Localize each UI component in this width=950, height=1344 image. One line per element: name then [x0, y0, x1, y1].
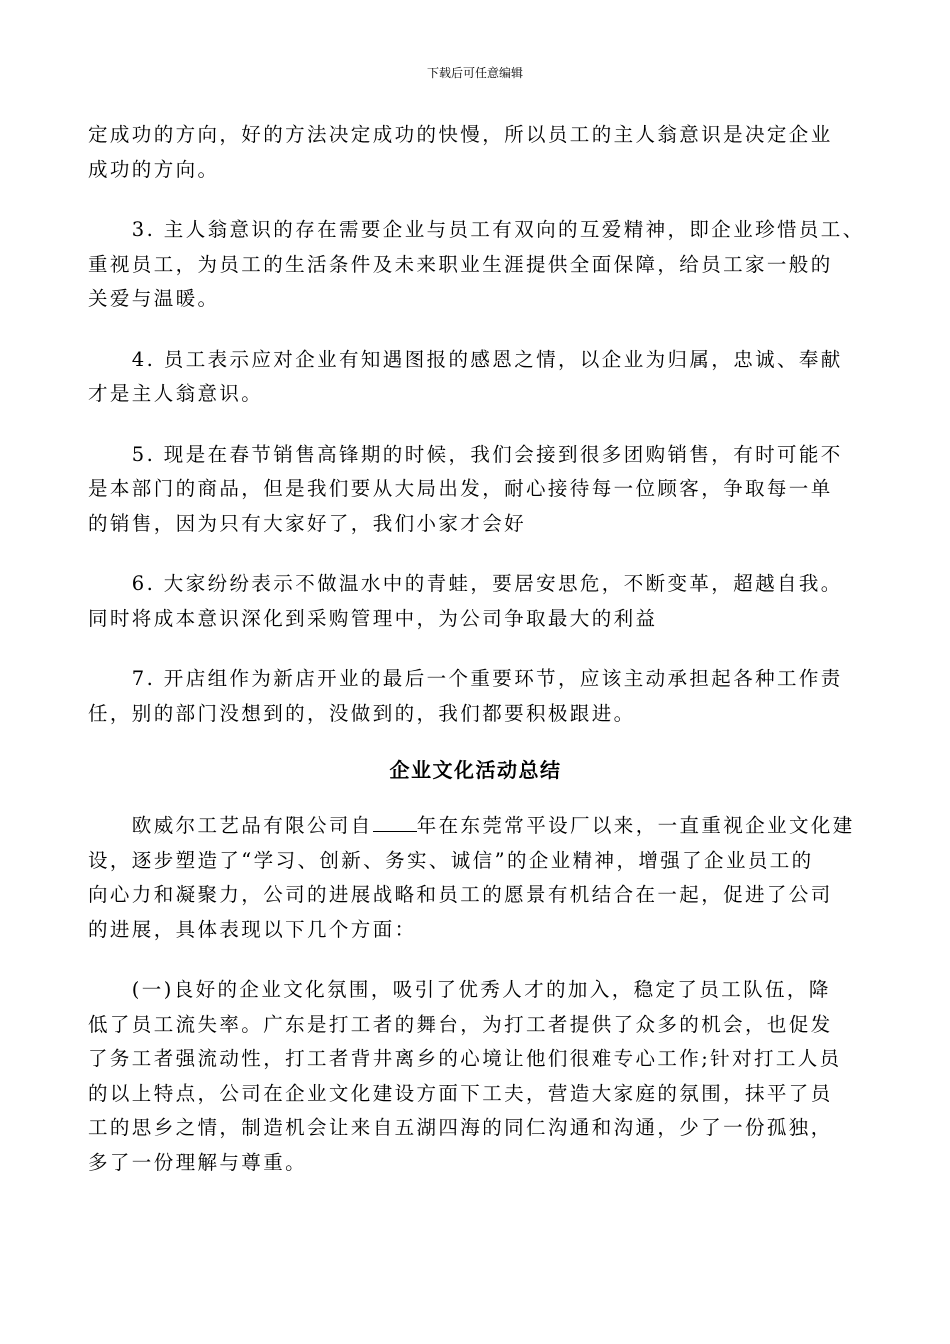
text-line: 低了员工流失率。广东是打工者的舞台，为打工者提供了众多的机会，也促发	[88, 1012, 833, 1036]
paragraph-item-4	[88, 343, 863, 412]
paragraph-item-7	[88, 662, 863, 731]
text-line: 的进展，具体表现以下几个方面：	[88, 917, 417, 941]
text-line: 4. 员工表示应对企业有知遇图报的感恩之情，以企业为归属，忠诚、奉献	[88, 347, 843, 371]
page-header-note: 下载后可任意编辑	[426, 66, 523, 80]
paragraph-item-6	[88, 567, 863, 636]
text-line: 同时将成本意识深化到采购管理中，为公司争取最大的利益	[88, 606, 658, 630]
paragraph-intro	[88, 809, 863, 947]
text-line: 定成功的方向，好的方法决定成功的快慢，所以员工的主人翁意识是决定企业	[88, 123, 833, 146]
text-line: 关爱与温暖。	[88, 287, 220, 310]
text-line: 了务工者强流动性，打工者背井离乡的心境让他们很难专心工作;针对打工人员	[88, 1047, 842, 1070]
text-line: 重视员工，为员工的生活条件及未来职业生涯提供全面保障，给员工家一般的	[88, 252, 833, 276]
section-title: 企业文化活动总结	[389, 758, 562, 782]
paragraph-item-3	[88, 213, 863, 317]
text-line: 设，逐步塑造了“学习、创新、务实、诚信”的企业精神，增强了企业员工的	[88, 848, 814, 872]
text-line: 7. 开店组作为新店开业的最后一个重要环节，应该主动承担起各种工作责	[88, 667, 843, 690]
text-line: 5. 现是在春节销售高锋期的时候，我们会接到很多团购销售，有时可能不	[88, 442, 843, 466]
text-line: 向心力和凝聚力，公司的进展战略和员工的愿景有机结合在一起，促进了公司	[88, 883, 833, 906]
intro-text-after-blank: 年在东莞常平设厂以来，一直重视企业文化建	[416, 814, 855, 837]
document-body	[88, 118, 863, 1180]
paragraph-item-5	[88, 438, 863, 542]
intro-text-before-blank: 欧威尔工艺品有限公司自	[88, 814, 373, 837]
text-line: 任，别的部门没想到的，没做到的，我们都要积极跟进。	[88, 701, 636, 725]
text-line: 的销售，因为只有大家好了，我们小家才会好	[88, 511, 527, 535]
paragraph-point-1	[88, 973, 863, 1180]
paragraph-continuation	[88, 118, 863, 187]
text-line: (一)良好的企业文化氛围，吸引了优秀人才的加入，稳定了员工队伍，降	[88, 978, 831, 1001]
text-line: 才是主人翁意识。	[88, 382, 264, 405]
text-line: 成功的方向。	[88, 157, 220, 181]
text-line	[88, 809, 863, 844]
text-line: 工的思乡之情，制造机会让来自五湖四海的同仁沟通和沟通，少了一份孤独，	[88, 1116, 833, 1139]
text-line: 6. 大家纷纷表示不做温水中的青蛙，要居安思危，不断变革，超越自我。	[88, 572, 843, 595]
text-line: 多了一份理解与尊重。	[88, 1150, 308, 1174]
year-blank	[373, 813, 417, 832]
text-line: 3. 主人翁意识的存在需要企业与员工有双向的互爱精神，即企业珍惜员工、	[88, 218, 865, 241]
text-line: 的以上特点，公司在企业文化建设方面下工夫，营造大家庭的氛围，抹平了员	[88, 1081, 833, 1105]
text-line: 是本部门的商品，但是我们要从大局出发，耐心接待每一位顾客，争取每一单	[88, 477, 833, 500]
